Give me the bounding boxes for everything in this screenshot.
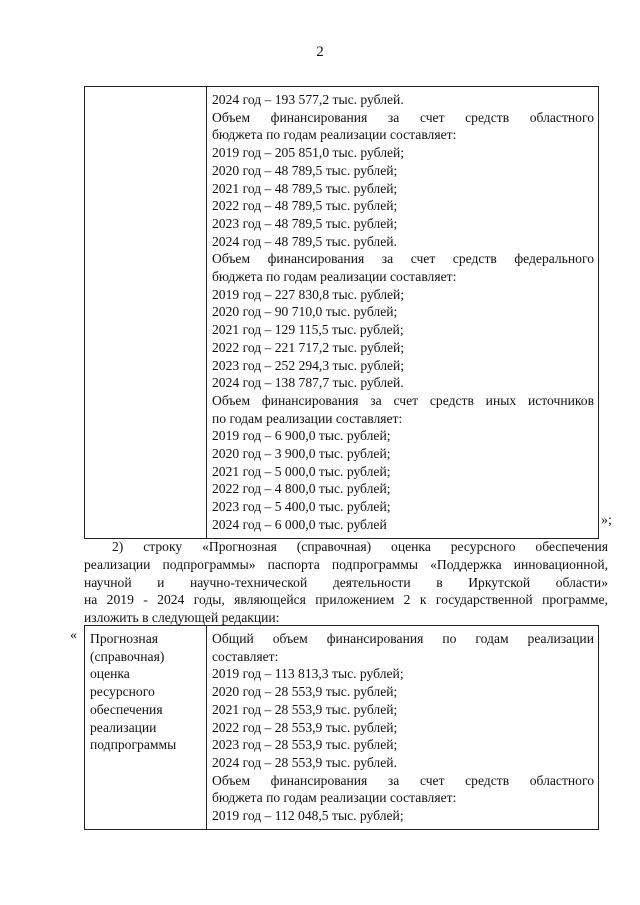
t2-left-line: (справочная) bbox=[90, 648, 165, 664]
t2-right-line: 2019 год – 112 048,5 тыс. рублей; bbox=[212, 808, 404, 824]
table1-right-cell bbox=[207, 87, 599, 539]
paragraph-line: научной и научно-технической деятельности в Иркутской области» bbox=[84, 574, 608, 590]
t1-right-line: 2024 год – 193 577,2 тыс. рублей. bbox=[212, 92, 404, 107]
page-number: 2 bbox=[316, 44, 324, 60]
t1-right-line: Объем финансирования за счет средств иных источников bbox=[212, 392, 594, 408]
t1-right-line: 2019 год – 227 830,8 тыс. рублей; bbox=[212, 286, 405, 302]
t1-right-line: 2022 год – 4 800,0 тыс. рублей; bbox=[212, 481, 391, 497]
funding-table-continued bbox=[84, 86, 599, 539]
t2-left-line: ресурсного bbox=[90, 684, 155, 700]
opening-quote: « bbox=[70, 628, 77, 643]
paragraph-line: реализации подпрограммы» паспорта подпрограммы «Поддержка инновационной, bbox=[84, 556, 608, 572]
t2-left-line: оценка bbox=[90, 666, 130, 682]
t1-right-line: 2020 год – 3 900,0 тыс. рублей; bbox=[212, 446, 391, 462]
paragraph-line: изложить в следующей редакции: bbox=[84, 610, 280, 626]
t1-right-line: 2021 год – 48 789,5 тыс. рублей; bbox=[212, 180, 398, 196]
t2-right-line: Объем финансирования за счет средств областного bbox=[212, 772, 594, 788]
t1-right-line: 2023 год – 5 400,0 тыс. рублей; bbox=[212, 499, 391, 515]
table1-left-cell bbox=[85, 87, 207, 539]
t1-right-line: 2021 год – 129 115,5 тыс. рублей; bbox=[212, 322, 404, 338]
t2-left-line: обеспечения bbox=[90, 701, 163, 717]
table2-right-cell bbox=[207, 626, 599, 830]
amendment-paragraph bbox=[84, 538, 608, 627]
t1-right-line: 2024 год – 138 787,7 тыс. рублей. bbox=[212, 375, 404, 391]
t2-left-line: Прогнозная bbox=[90, 631, 158, 646]
closing-quote: »; bbox=[601, 513, 612, 528]
forecast-resource-table bbox=[84, 625, 599, 830]
t2-right-line: бюджета по годам реализации составляет: bbox=[212, 790, 457, 806]
t1-right-line: 2019 год – 205 851,0 тыс. рублей; bbox=[212, 145, 405, 161]
t2-right-line: 2020 год – 28 553,9 тыс. рублей; bbox=[212, 684, 398, 700]
t2-right-line: составляет: bbox=[212, 648, 279, 664]
t1-right-line: 2020 год – 90 710,0 тыс. рублей; bbox=[212, 304, 398, 320]
t1-right-line: 2023 год – 252 294,3 тыс. рублей; bbox=[212, 357, 405, 373]
paragraph-line: 2) строку «Прогнозная (справочная) оценка ресурсного обеспечения bbox=[112, 539, 608, 554]
t1-right-line: бюджета по годам реализации составляет: bbox=[212, 269, 457, 285]
t1-right-line: 2022 год – 221 717,2 тыс. рублей; bbox=[212, 339, 405, 355]
t2-right-line: 2023 год – 28 553,9 тыс. рублей; bbox=[212, 737, 398, 753]
table2-left-cell bbox=[85, 626, 207, 830]
t2-right-line: 2021 год – 28 553,9 тыс. рублей; bbox=[212, 701, 398, 717]
t1-right-line: 2023 год – 48 789,5 тыс. рублей; bbox=[212, 215, 398, 231]
t1-right-line: 2022 год – 48 789,5 тыс. рублей; bbox=[212, 198, 398, 214]
t1-right-line: бюджета по годам реализации составляет: bbox=[212, 127, 457, 143]
t1-right-line: 2024 год – 48 789,5 тыс. рублей. bbox=[212, 233, 397, 249]
t2-right-line: 2019 год – 113 813,3 тыс. рублей; bbox=[212, 666, 404, 682]
t2-right-line: 2022 год – 28 553,9 тыс. рублей; bbox=[212, 719, 398, 735]
t1-right-line: 2024 год – 6 000,0 тыс. рублей bbox=[212, 516, 387, 532]
paragraph-line: на 2019 - 2024 годы, являющейся приложением 2 к государственной программе, bbox=[84, 592, 608, 608]
t1-right-line: 2019 год – 6 900,0 тыс. рублей; bbox=[212, 428, 391, 444]
t2-right-line: 2024 год – 28 553,9 тыс. рублей. bbox=[212, 754, 397, 770]
t1-right-line: Объем финансирования за счет средств федерального bbox=[212, 251, 594, 267]
t1-right-line: 2021 год – 5 000,0 тыс. рублей; bbox=[212, 463, 391, 479]
t1-right-line: 2020 год – 48 789,5 тыс. рублей; bbox=[212, 162, 398, 178]
t1-right-line: по годам реализации составляет: bbox=[212, 410, 403, 426]
t2-left-line: реализации bbox=[90, 719, 157, 735]
t2-right-line: Общий объем финансирования по годам реализации bbox=[212, 631, 594, 646]
t1-right-line: Объем финансирования за счет средств областного bbox=[212, 109, 594, 125]
t2-left-line: подпрограммы bbox=[90, 737, 177, 753]
